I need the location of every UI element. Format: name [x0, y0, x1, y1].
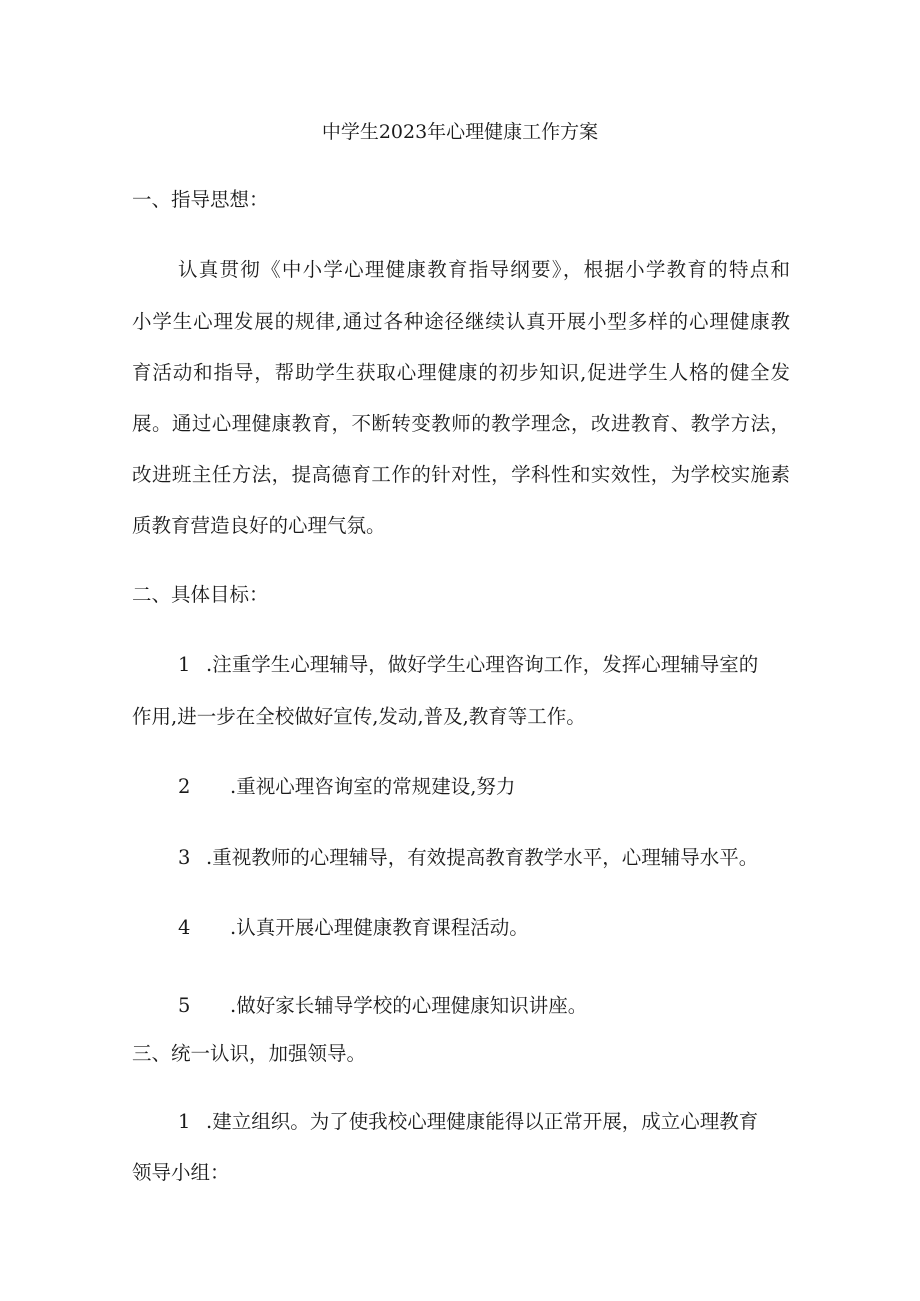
section1-line-3: 育活动和指导，帮助学生获取心理健康的初步知识,促进学生人格的健全发: [132, 361, 790, 384]
item-text: .注重学生心理辅导，做好学生心理咨询工作，发挥心理辅导室的: [206, 653, 759, 676]
section2-item-3: [178, 846, 758, 870]
item-number: 4: [178, 916, 191, 939]
section2-item-4: [178, 916, 529, 940]
section1-line-4: 展。通过心理健康教育，不断转变教师的教学理念，改进教育、教学方法，: [132, 412, 790, 435]
section1-heading: 一、指导思想：: [132, 188, 269, 211]
section3-item-1-continuation: 领导小组：: [132, 1161, 230, 1184]
section1-line-2: 小学生心理发展的规律,通过各种途径继续认真开展小型多样的心理健康教: [132, 310, 790, 333]
section3-heading: 三、统一认识，加强领导。: [132, 1042, 367, 1065]
item-text: .重视心理咨询室的常规建设,努力: [230, 775, 516, 798]
section2-item-1: [178, 653, 758, 677]
section1-line-5: 改进班主任方法，提高德育工作的针对性，学科性和实效性，为学校实施素: [132, 463, 790, 486]
page-title: 中学生2023年心理健康工作方案: [321, 121, 599, 143]
section1-line-1: 认真贯彻《中小学心理健康教育指导纲要》，根据小学教育的特点和: [178, 258, 790, 281]
section2-item-2: [178, 775, 515, 799]
section2-item-5: [178, 994, 587, 1018]
section3-item-1: [178, 1110, 758, 1134]
item-text: .认真开展心理健康教育课程活动。: [230, 916, 529, 939]
item-text: .建立组织。为了使我校心理健康能得以正常开展，成立心理教育: [206, 1110, 759, 1133]
item-text: .做好家长辅导学校的心理健康知识讲座。: [230, 994, 588, 1017]
item-number: 1: [178, 653, 191, 676]
section1-line-6: 质教育营造良好的心理气氛。: [132, 514, 386, 537]
item-number: 5: [178, 994, 191, 1017]
section2-heading: 二、具体目标：: [132, 583, 269, 606]
item-number: 3: [178, 846, 191, 869]
section2-item-1-continuation: 作用,进一步在全校做好宣传,发动,普及,教育等工作。: [132, 705, 586, 728]
item-number: 1: [178, 1110, 191, 1133]
item-number: 2: [178, 775, 191, 798]
item-text: .重视教师的心理辅导，有效提高教育教学水平，心理辅导水平。: [206, 846, 759, 869]
